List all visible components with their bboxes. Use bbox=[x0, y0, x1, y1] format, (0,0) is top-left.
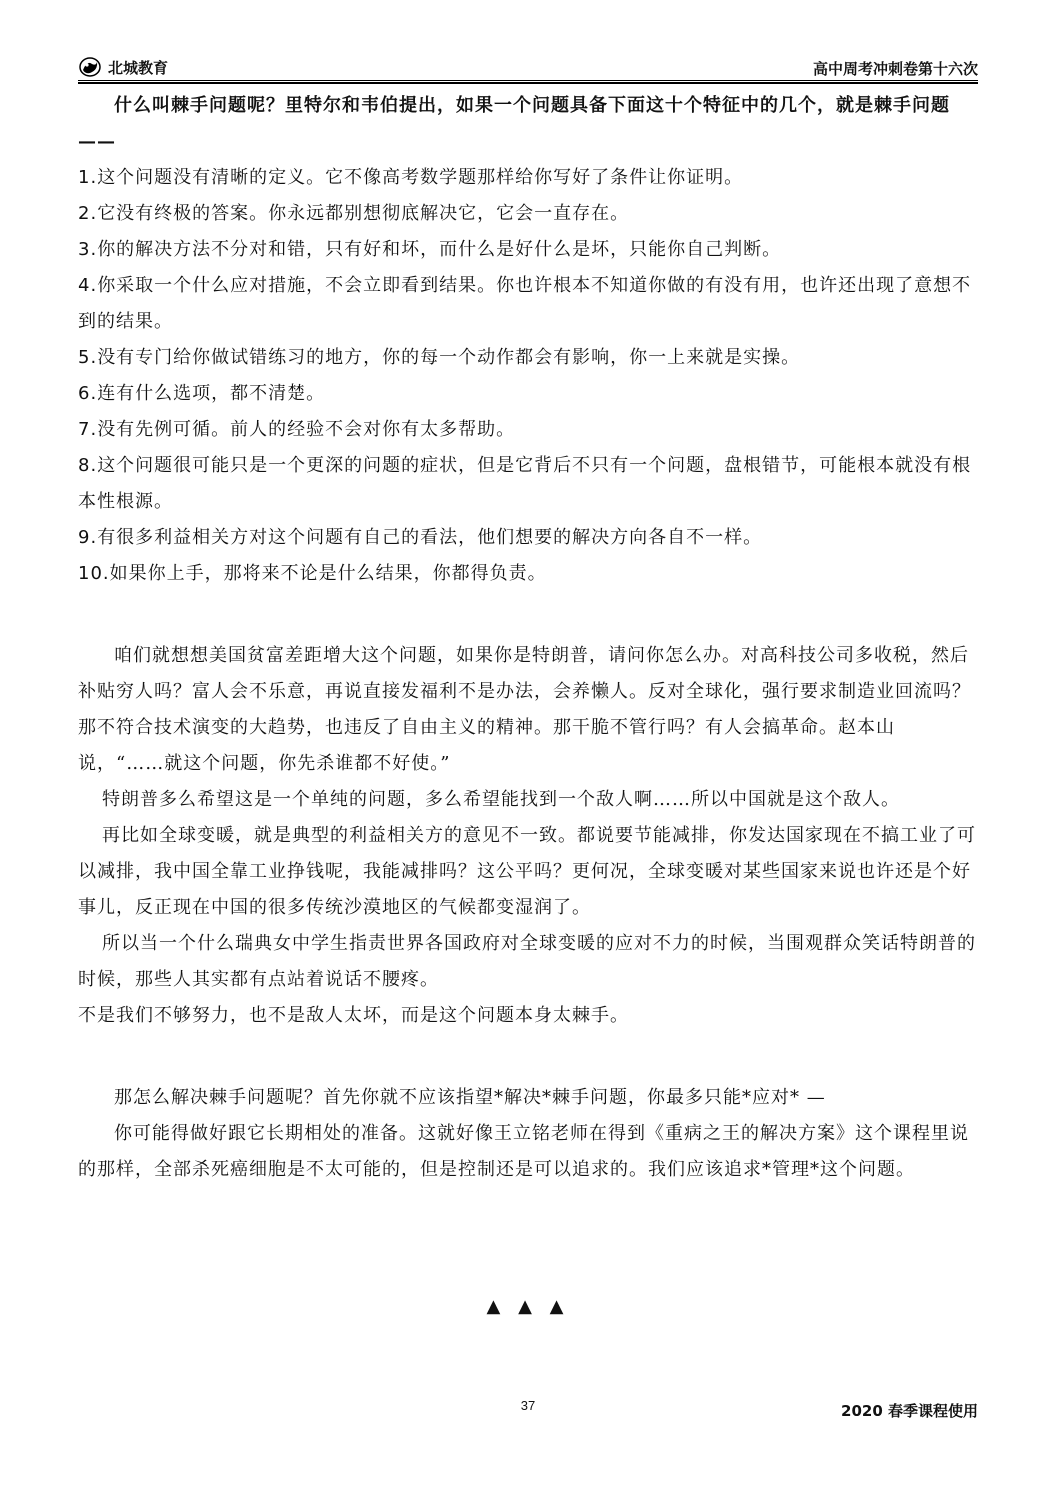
page-number: 37 bbox=[520, 1398, 536, 1413]
list-item-number: 1. bbox=[78, 167, 98, 188]
page-header bbox=[78, 54, 978, 82]
body-paragraph: 再比如全球变暖，就是典型的利益相关方的意见不一致。都说要节能减排，你发达国家现在不搞工业了可以减排，我中国全靠工业挣钱呢，我能减排吗？这公平吗？更何况，全球变暖对某些国家来说也许还是个好事儿，反正现在中国的很多传统沙漠地区的气候都变湿润了。 bbox=[78, 825, 976, 918]
header-divider bbox=[78, 80, 978, 81]
body-paragraph: 不是我们不够努力，也不是敌人太坏，而是这个问题本身太棘手。 bbox=[78, 1005, 629, 1026]
header-divider-thick bbox=[78, 82, 978, 84]
list-item-text: 连有什么选项，都不清楚。 bbox=[97, 383, 326, 404]
list-item bbox=[78, 268, 980, 340]
body-paragraph: 所以当一个什么瑞典女中学生指责世界各国政府对全球变暖的应对不力的时候，当围观群众笑话特朗普的时候，那些人其实都有点站着说话不腰疼。 bbox=[78, 933, 976, 990]
list-item-text: 你的解决方法不分对和错，只有好和坏，而什么是好什么是坏，只能你自己判断。 bbox=[97, 239, 782, 260]
list-item-text: 它没有终极的答案。你永远都别想彻底解决它，它会一直存在。 bbox=[97, 203, 630, 224]
body-paragraph: 那怎么解决棘手问题呢？首先你就不应该指望*解决*棘手问题，你最多只能*应对* — bbox=[114, 1087, 826, 1108]
list-item-number: 5. bbox=[78, 347, 98, 368]
list-item bbox=[78, 448, 980, 520]
list-item-number: 6. bbox=[78, 383, 98, 404]
list-item-text: 没有先例可循。前人的经验不会对你有太多帮助。 bbox=[97, 419, 516, 440]
footer-course-label: 2020 春季课程使用 bbox=[841, 1402, 978, 1420]
list-item-text: 有很多利益相关方对这个问题有自己的看法，他们想要的解决方向各自不一样。 bbox=[97, 527, 763, 548]
list-item bbox=[78, 520, 980, 556]
list-item bbox=[78, 160, 980, 196]
list-item-text: 这个问题很可能只是一个更深的问题的症状，但是它背后不只有一个问题，盘根错节，可能根本就没有根本性根源。 bbox=[78, 455, 972, 512]
body-paragraph: 咱们就想想美国贫富差距增大这个问题，如果你是特朗普，请问你怎么办。对高科技公司多收税，然后补贴穷人吗？富人会不乐意，再说直接发福利不是办法，会养懒人。反对全球化，强行要求制造业回流吗？那不符合技术演变的大趋势，也违反了自由主义的精神。那干脆不管行吗？有人会搞革命。赵本山说，“……就这个问题，你先杀谁都不好使。” bbox=[78, 645, 971, 774]
intro-paragraph: 什么叫棘手问题呢？里特尔和韦伯提出，如果一个问题具备下面这十个特征中的几个，就是棘手问题 —— bbox=[78, 95, 950, 152]
list-item-number: 7. bbox=[78, 419, 98, 440]
section-spacer bbox=[78, 1034, 980, 1080]
list-item-number: 10. bbox=[78, 563, 110, 584]
logo-icon bbox=[78, 56, 102, 78]
list-item bbox=[78, 196, 980, 232]
body-paragraph: 你可能得做好跟它长期相处的准备。这就好像王立铭老师在得到《重病之王的解决方案》这个课程里说的那样，全部杀死癌细胞是不太可能的，但是控制还是可以追求的。我们应该追求*管理*这个问题。 bbox=[78, 1123, 969, 1180]
document-body bbox=[78, 88, 980, 1188]
list-item-text: 没有专门给你做试错练习的地方，你的每一个动作都会有影响，你一上来就是实操。 bbox=[97, 347, 801, 368]
list-item bbox=[78, 232, 980, 268]
list-item bbox=[78, 556, 980, 592]
list-item bbox=[78, 376, 980, 412]
logo-text: 北城教育 bbox=[108, 58, 169, 77]
end-mark-triangles: ▲ ▲ ▲ bbox=[486, 1296, 570, 1317]
list-item-number: 3. bbox=[78, 239, 98, 260]
list-item-number: 9. bbox=[78, 527, 98, 548]
list-item-number: 2. bbox=[78, 203, 98, 224]
list-item-number: 4. bbox=[78, 275, 98, 296]
list-item-number: 8. bbox=[78, 455, 98, 476]
body-paragraph: 特朗普多么希望这是一个单纯的问题，多么希望能找到一个敌人啊……所以中国就是这个敌人。 bbox=[102, 789, 900, 810]
list-item-text: 你采取一个什么应对措施，不会立即看到结果。你也许根本不知道你做的有没有用，也许还出现了意想不到的结果。 bbox=[78, 275, 972, 332]
list-item bbox=[78, 412, 980, 448]
section-spacer bbox=[78, 592, 980, 638]
logo bbox=[78, 56, 168, 78]
list-item-text: 这个问题没有清晰的定义。它不像高考数学题那样给你写好了条件让你证明。 bbox=[97, 167, 744, 188]
list-item bbox=[78, 340, 980, 376]
document-title: 高中周考冲刺卷第十六次 bbox=[812, 60, 978, 78]
list-item-text: 如果你上手，那将来不论是什么结果，你都得负责。 bbox=[109, 563, 547, 584]
